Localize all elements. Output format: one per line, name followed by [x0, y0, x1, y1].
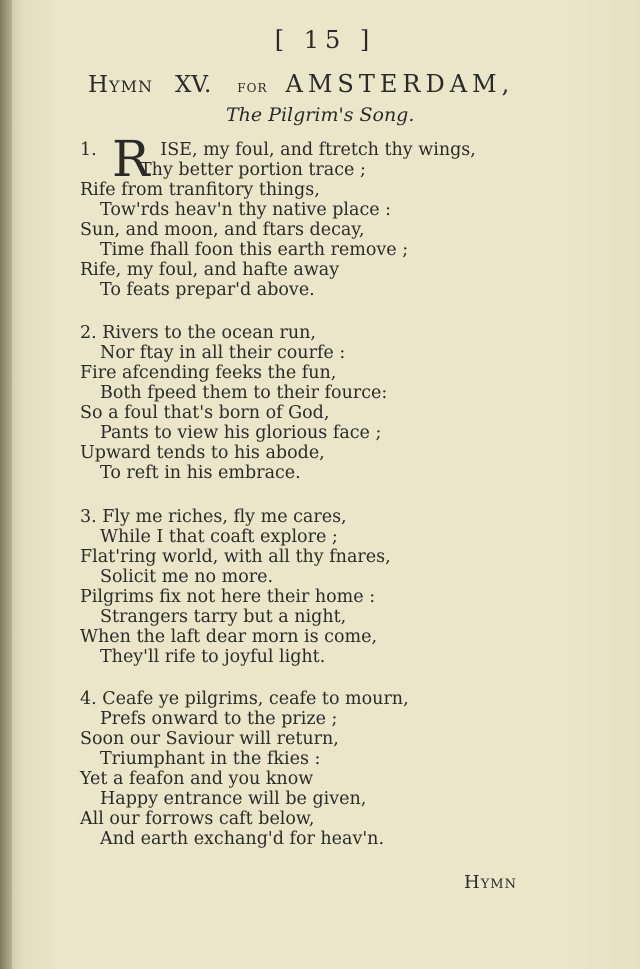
stanza-line-text: Rivers to the ocean run, [102, 323, 316, 343]
stanza-line: To feats prepar'd above. [100, 280, 315, 300]
stanza-line: Pilgrims fix not here their home : [80, 587, 376, 607]
stanza-2 [80, 323, 500, 483]
stanza-line: Rife, my foul, and hafte away [80, 260, 340, 280]
stanza-line [80, 507, 500, 527]
hymn-title [88, 70, 538, 98]
page-binding-edge [0, 0, 12, 969]
stanza-number: 1. [80, 140, 97, 160]
stanza-line: Yet a feafon and you know [80, 769, 314, 789]
hymn-label: Hymn [88, 72, 154, 98]
stanza-line: When the laft dear morn is come, [80, 627, 378, 647]
stanza-line-text: Ceafe ye pilgrims, ceafe to mourn, [102, 689, 409, 709]
stanza-line: Time fhall foon this earth remove ; [100, 240, 409, 260]
stanza-number: 4. [80, 689, 97, 709]
stanza-line: Tow'rds heav'n thy native place : [100, 200, 392, 220]
stanza-line: Sun, and moon, and ftars decay, [80, 220, 365, 240]
stanza-line: Both fpeed them to their fource: [100, 383, 388, 403]
stanza-line: Upward tends to his abode, [80, 443, 325, 463]
stanza-line: Flat'ring world, with all thy fnares, [80, 547, 391, 567]
stanza-line [80, 323, 500, 343]
stanza-3 [80, 507, 500, 667]
stanza-line: So a foul that's born of God, [80, 403, 330, 423]
catchword: Hymn [464, 872, 517, 893]
stanza-line-text: Fly me riches, fly me cares, [102, 507, 347, 527]
stanza-line: Prefs onward to the prize ; [100, 709, 338, 729]
stanza-line: Nor ftay in all their courfe : [100, 343, 346, 363]
stanza-line: Fire afcending feeks the fun, [80, 363, 337, 383]
page-number: [ 15 ] [274, 26, 376, 54]
hymn-subtitle: The Pilgrim's Song. [226, 104, 415, 126]
stanza-1 [80, 130, 500, 300]
stanza-line: And earth exchang'd for heav'n. [100, 829, 385, 849]
stanza-number: 3. [80, 507, 97, 527]
stanza-line: Soon our Saviour will return, [80, 729, 339, 749]
stanza-number: 2. [80, 323, 97, 343]
stanza-line: Thy better portion trace ; [140, 160, 366, 180]
stanza-line: Triumphant in the fkies : [100, 749, 321, 769]
stanza-line: Happy entrance will be given, [100, 789, 367, 809]
stanza-line: Rife from tranfitory things, [80, 180, 320, 200]
stanza-line: While I that coaft explore ; [100, 527, 338, 547]
stanza-line: Solicit me no more. [100, 567, 274, 587]
stanza-line: Pants to view his glorious face ; [100, 423, 382, 443]
hymn-number: XV. [175, 72, 212, 98]
drop-cap-letter: R [112, 130, 150, 188]
stanza-line: They'll rife to joyful light. [100, 647, 326, 667]
stanza-4 [80, 689, 500, 849]
stanza-line-text: ISE, my foul, and ftretch thy wings, [160, 140, 476, 160]
stanza-line: All our forrows caft below, [80, 809, 315, 829]
hymn-for-label: for [237, 77, 268, 97]
stanza-line [80, 689, 500, 709]
stanza-line: Strangers tarry but a night, [100, 607, 347, 627]
stanza-line: To reft in his embrace. [100, 463, 301, 483]
hymn-tune-name: AMSTERDAM, [285, 70, 515, 98]
